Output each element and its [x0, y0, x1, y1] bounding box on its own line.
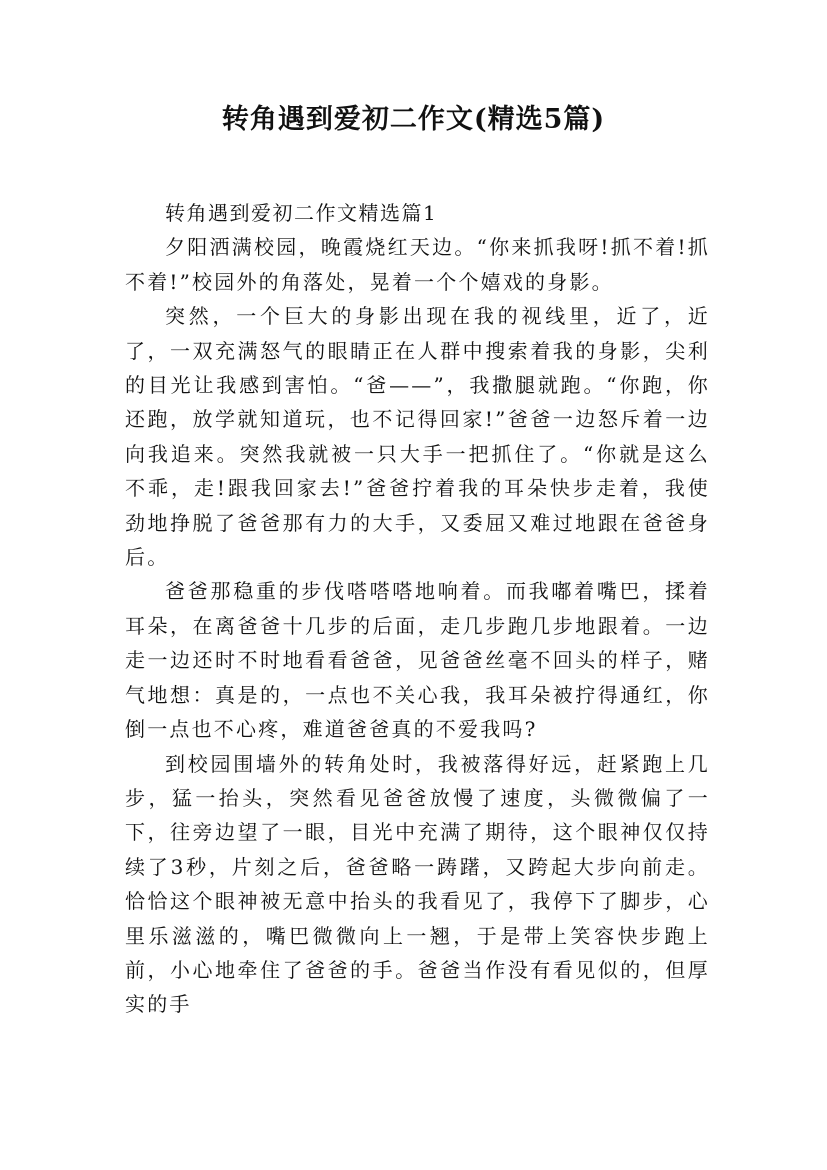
paragraph: 到校园围墙外的转角处时，我被落得好远，赶紧跑上几步，猛一抬头，突然看见爸爸放慢了速度，头微微偏了一下，往旁边望了一眼，目光中充满了期待，这个眼神仅仅持续了3秒，片刻之后，爸爸略一踌躇，又跨起大步向前走。恰恰这个眼神被无意中抬头的我看见了，我停下了脚步，心里乐滋滋的，嘴巴微微向上一翘，于是带上笑容快步跑上前，小心地牵住了爸爸的手。爸爸当作没有看见似的，但厚实的手: [125, 751, 710, 1017]
paragraph: 爸爸那稳重的步伐嗒嗒嗒地响着。而我嘟着嘴巴，揉着耳朵，在离爸爸十几步的后面，走几步跑几步地跟着。一边走一边还时不时地看看爸爸，见爸爸丝毫不回头的样子，赌气地想：真是的，一点也不关心我，我耳朵被拧得通红，你倒一点也不心疼，难道爸爸真的不爱我吗?: [125, 579, 710, 742]
paragraph: 夕阳洒满校园，晚霞烧红天边。“你来抓我呀!抓不着!抓不着!”校园外的角落处，晃着一个个嬉戏的身影。: [125, 235, 710, 294]
section-heading: 转角遇到爱初二作文精选篇1: [165, 201, 438, 225]
paragraph: 突然，一个巨大的身影出现在我的视线里，近了，近了，一双充满怒气的眼睛正在人群中搜索着我的身影，尖利的目光让我感到害怕。“爸——”，我撒腿就跑。“你跑，你还跑，放学就知道玩，也不记得回家!”爸爸一边怒斥着一边向我追来。突然我就被一只大手一把抓住了。“你就是这么不乖，走!跟我回家去!”爸爸拧着我的耳朵快步走着，我使劲地挣脱了爸爸那有力的大手，又委屈又难过地跟在爸爸身后。: [125, 304, 710, 570]
document-title: 转角遇到爱初二作文(精选5篇): [221, 104, 606, 135]
document-body: [125, 196, 710, 1022]
